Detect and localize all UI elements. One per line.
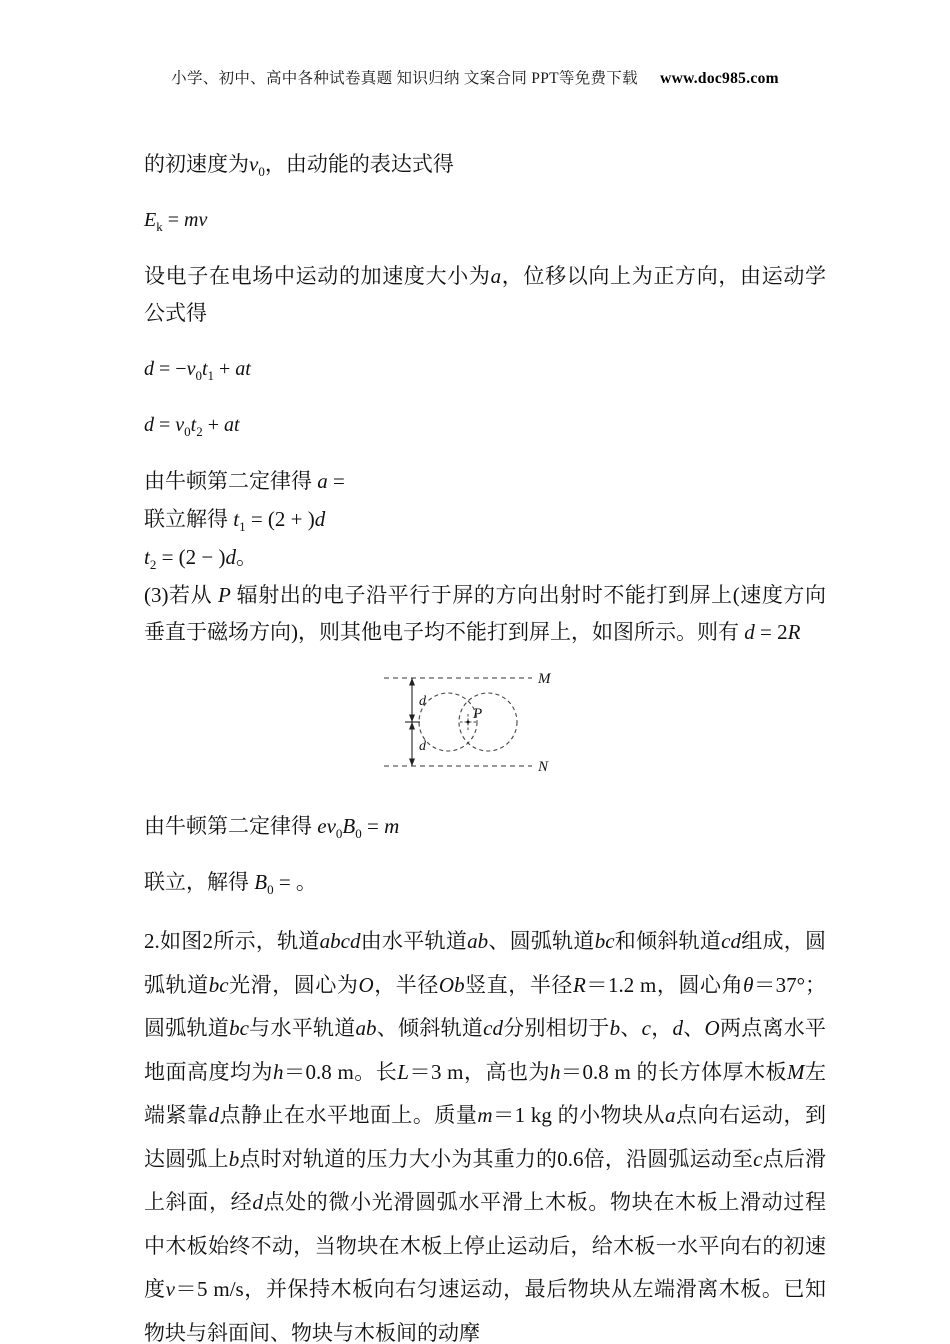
math-variable: M (787, 1059, 805, 1084)
header-site-url[interactable]: www.doc985.com (660, 70, 779, 87)
label-p: P (473, 706, 483, 722)
label-d-upper: d (419, 694, 426, 709)
math-variable: O (704, 1016, 720, 1040)
math-subscript: 0 (267, 882, 274, 897)
arrowhead-mid-lower-icon (409, 722, 415, 730)
point-p-marker (467, 721, 470, 724)
math-subscript: 1 (239, 519, 246, 534)
physics-diagram (382, 670, 826, 782)
text-segment: 点后滑上斜面，经 (144, 1146, 827, 1214)
math-variable: t (190, 414, 197, 436)
text-segment: 组成，圆弧轨道 (144, 929, 827, 997)
problem-2-paragraph (144, 920, 826, 1344)
math-variable: t (233, 507, 240, 531)
math-variable: v (186, 358, 196, 380)
electron-trajectory-figure (382, 670, 568, 776)
text-segment: = (162, 209, 184, 231)
content-top (144, 146, 826, 651)
math-variable: L (397, 1059, 409, 1084)
text-segment: ＝1 kg 的小物块从 (492, 1103, 666, 1127)
text-segment: = 2 (754, 620, 788, 644)
math-variable: d (144, 414, 154, 436)
document-content (144, 146, 826, 1344)
math-variable: h (549, 1059, 561, 1084)
solve-b0-line (144, 864, 826, 901)
math-subscript: 0 (258, 164, 265, 179)
newton-second-law-magnetic-line (144, 808, 826, 845)
math-variable: v (175, 414, 185, 436)
text-segment: 联立解得 (144, 507, 234, 531)
label-m: M (538, 671, 551, 687)
math-variable: ab (355, 1016, 377, 1040)
text-segment: ，半径 (373, 972, 439, 997)
text-segment: 2.如图2所示，轨道 (144, 929, 320, 953)
text-segment: 与水平轨道 (248, 1016, 356, 1040)
math-variable: d (225, 545, 237, 569)
math-variable: bc (229, 1016, 249, 1040)
math-variable: mv (184, 209, 208, 231)
math-variable: d (144, 358, 154, 380)
math-variable: m (384, 814, 400, 838)
text-segment: 辐射出的电子沿平行于屏的方向出射时不能打到屏上(速度方向垂直于磁场方向)，则其他电子均不能打到屏上，如图所示。则有 (144, 583, 826, 644)
math-variable: c (641, 1016, 651, 1040)
text-segment: 点向右运动，到达圆弧上 (144, 1103, 827, 1171)
text-segment: 、圆弧轨道 (488, 929, 595, 953)
math-subscript: 2 (149, 557, 157, 572)
text-segment: = (361, 814, 385, 838)
math-variable: P (218, 583, 231, 607)
text-segment: = − (154, 358, 187, 380)
text-segment: ＝0.8 m。长 (283, 1059, 398, 1084)
text-segment: 联立，解得 (144, 870, 255, 894)
math-variable: m (477, 1103, 493, 1127)
math-variable: at (235, 358, 251, 380)
math-variable: a (665, 1103, 676, 1127)
math-variable: h (272, 1059, 284, 1084)
math-variable: at (224, 414, 240, 436)
text-segment: 的初速度为 (144, 152, 249, 176)
text-segment: 点处的微小光滑圆弧水平滑上木板。物块在木板上滑动过程中木板始终不动，当物块在木板上停止运动后，给木板一水平向右的初速度 (144, 1190, 827, 1301)
text-segment: ＝3 m，高也为 (408, 1059, 550, 1084)
formula-displacement-2 (144, 407, 826, 444)
math-variable: R (787, 620, 801, 644)
math-variable: v (249, 152, 259, 176)
text-segment: 由牛顿第二定律得 (144, 469, 318, 493)
label-d-lower: d (419, 739, 426, 754)
text-segment: ， (650, 1016, 673, 1040)
math-variable: B (254, 870, 268, 894)
text-segment: 点时对轨道的压力大小为其重力的0.6倍，沿圆弧运动至 (239, 1146, 754, 1171)
arrowhead-down-icon (409, 759, 415, 767)
math-variable: d (252, 1190, 263, 1214)
math-variable: E (144, 209, 157, 231)
math-subscript: k (156, 219, 163, 234)
solve-t2-line (144, 539, 826, 576)
math-variable: θ (743, 972, 754, 997)
arrowhead-mid-upper-icon (409, 715, 415, 723)
formula-displacement-1 (144, 351, 826, 388)
text-segment: ＝1.2 m，圆心角 (585, 972, 744, 997)
acceleration-setup-line (144, 258, 826, 332)
text-segment: 、 (682, 1016, 705, 1040)
text-segment: ＝37°；圆弧轨道 (144, 972, 827, 1040)
text-segment: 左端紧靠 (144, 1059, 826, 1127)
math-subscript: 0 (195, 368, 202, 383)
text-segment: 光滑，圆心为 (228, 972, 359, 997)
arrowhead-up-icon (409, 678, 415, 686)
header-promo-text: 小学、初中、高中各种试卷真题 知识归纳 文案合同 PPT等免费下载 (171, 70, 638, 87)
math-subscript: 1 (207, 368, 215, 383)
text-segment: (3)若从 (144, 583, 219, 607)
math-variable: abcd (319, 929, 361, 953)
text-segment: ，位移以向上为正方向，由运动学公式得 (144, 264, 827, 325)
math-subscript: 0 (335, 826, 343, 841)
math-variable: v (165, 1277, 175, 1301)
text-segment: 由牛顿第二定律得 (144, 814, 318, 838)
text-segment: = (154, 414, 176, 436)
intro-line (144, 146, 826, 183)
text-segment: = (2 + ) (245, 507, 315, 531)
math-subscript: 0 (184, 424, 191, 439)
math-variable: bc (594, 929, 615, 953)
math-variable: R (572, 972, 586, 997)
text-segment: + (214, 358, 236, 380)
page-header (0, 66, 950, 88)
text-segment: ，由动能的表达式得 (264, 152, 454, 176)
math-variable: c (753, 1146, 763, 1171)
text-segment: 、 (620, 1016, 642, 1040)
math-variable: t (201, 358, 208, 380)
text-segment: 和倾斜轨道 (614, 929, 722, 953)
text-segment: = (2 − ) (156, 545, 226, 569)
math-variable: B (342, 814, 356, 838)
text-segment: 两点离水平地面高度均为 (144, 1016, 827, 1084)
solve-t1-line (144, 501, 826, 538)
math-variable: d (314, 507, 326, 531)
newton-second-law-line (144, 463, 826, 500)
text-segment: 设电子在电场中运动的加速度大小为 (144, 264, 491, 288)
math-subscript: 0 (355, 826, 362, 841)
math-variable: d (208, 1103, 219, 1127)
content-bottom (144, 808, 826, 1344)
text-segment: 由水平轨道 (360, 929, 468, 953)
math-variable: bc (208, 972, 229, 997)
math-variable: b (228, 1146, 240, 1171)
math-variable: ev (317, 814, 336, 838)
label-n: N (538, 759, 549, 775)
math-variable: d (744, 620, 755, 644)
text-segment: 、倾斜轨道 (376, 1016, 484, 1040)
math-variable: a (490, 264, 502, 288)
math-variable: cd (483, 1016, 503, 1040)
text-segment: = (327, 469, 345, 493)
math-variable: a (317, 469, 328, 493)
text-segment: ＝5 m/s，并保持木板向右匀速运动，最后物块从左端滑离木板。已知物块与斜面间、物块与木板间的动摩 (144, 1277, 827, 1344)
math-variable: cd (721, 929, 741, 953)
text-segment: = 。 (273, 870, 317, 894)
math-variable: ab (467, 929, 489, 953)
math-variable: d (672, 1016, 683, 1040)
text-segment: ＝0.8 m 的长方体厚木板 (560, 1059, 787, 1084)
math-variable: b (609, 1016, 621, 1040)
text-segment: + (202, 414, 225, 436)
math-subscript: 2 (196, 424, 203, 439)
text-segment: 。 (236, 545, 258, 569)
text-segment: 竖直，半径 (464, 972, 573, 997)
math-variable: t (144, 545, 150, 569)
math-variable: Ob (438, 972, 465, 997)
part3-paragraph (144, 577, 826, 651)
text-segment: 分别相切于 (502, 1016, 610, 1040)
text-segment: 点静止在水平地面上。质量 (218, 1103, 478, 1127)
formula-kinetic-energy (144, 202, 826, 239)
math-variable: O (358, 972, 374, 997)
